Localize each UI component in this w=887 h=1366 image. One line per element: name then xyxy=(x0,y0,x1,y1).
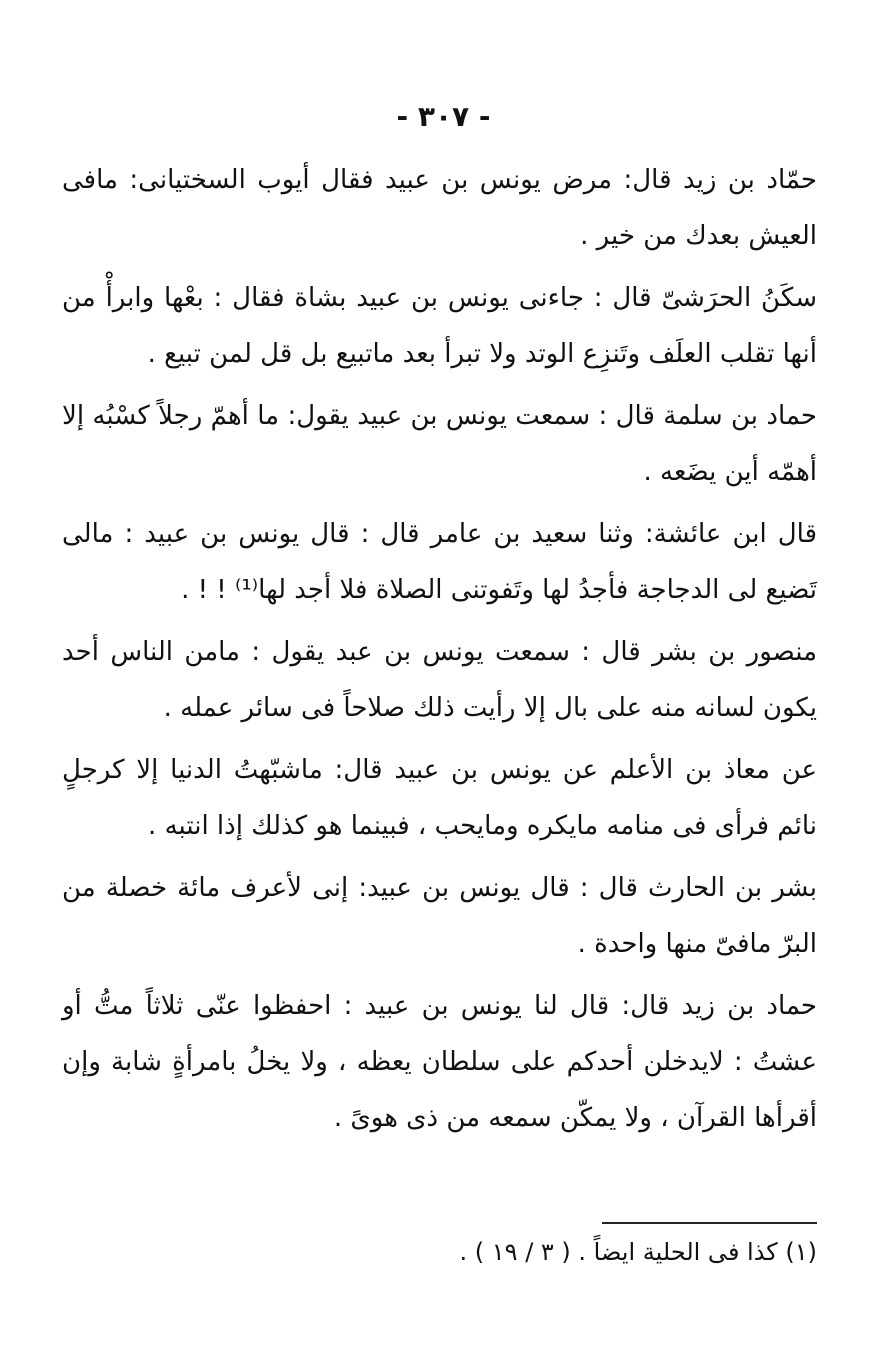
footnote: (١) كذا فى الحلية ايضاً . ( ٣ / ١٩ ) . xyxy=(459,1238,817,1266)
paragraph-6: عن معاذ بن الأعلم عن يونس بن عبيد قال: ماشبّهتُ الدنيا إلا كرجلٍ نائم فرأى فى منامه مايكره ومايحب ، فبينما هو كذلك إذا انتبه . xyxy=(62,755,817,841)
page-number: - ٣٠٧ - xyxy=(396,100,491,133)
footnote-divider xyxy=(602,1222,817,1224)
paragraph-7: بشر بن الحارث قال : قال يونس بن عبيد: إنى لأعرف مائة خصلة من البرّ مافىّ منها واحدة . xyxy=(62,873,817,959)
paragraph-3: حماد بن سلمة قال : سمعت يونس بن عبيد يقول: ما أهمّ رجلاً كسْبُه إلا أهمّه أين يضَعه . xyxy=(62,401,817,487)
paragraph-4: قال ابن عائشة: وثنا سعيد بن عامر قال : قال يونس بن عبيد : مالى تَضيع لى الدجاجة فأجدُ لها وتَفوتنى الصلاة فلا أجد لها⁽¹⁾ ! ! . xyxy=(62,519,817,605)
paragraph-5: منصور بن بشر قال : سمعت يونس بن عبد يقول : مامن الناس أحد يكون لسانه منه على بال إلا رأيت ذلك صلاحاً فى سائر عمله . xyxy=(62,637,817,723)
main-text xyxy=(62,152,817,1152)
paragraph-8: حماد بن زيد قال: قال لنا يونس بن عبيد : احفظوا عنّى ثلاثاً متُّ أو عشتُ : لايدخلن أحدكم على سلطان يعظه ، ولا يخلُ بامرأةٍ شابة وإن أقرأها القرآن ، ولا يمكّن سمعه من ذى هوىً . xyxy=(62,991,817,1133)
paragraph-1: حمّاد بن زيد قال: مرض يونس بن عبيد فقال أيوب السختيانى: مافى العيش بعدك من خير . xyxy=(62,165,817,251)
paragraph-2: سكَنُ الحرَشىّ قال : جاءنى يونس بن عبيد بشاة فقال : بعْها وابرأْ من أنها تقلب العلَف وتَنزِع الوتد ولا تبرأ بعد ماتبيع بل قل لمن تبيع . xyxy=(62,283,817,369)
